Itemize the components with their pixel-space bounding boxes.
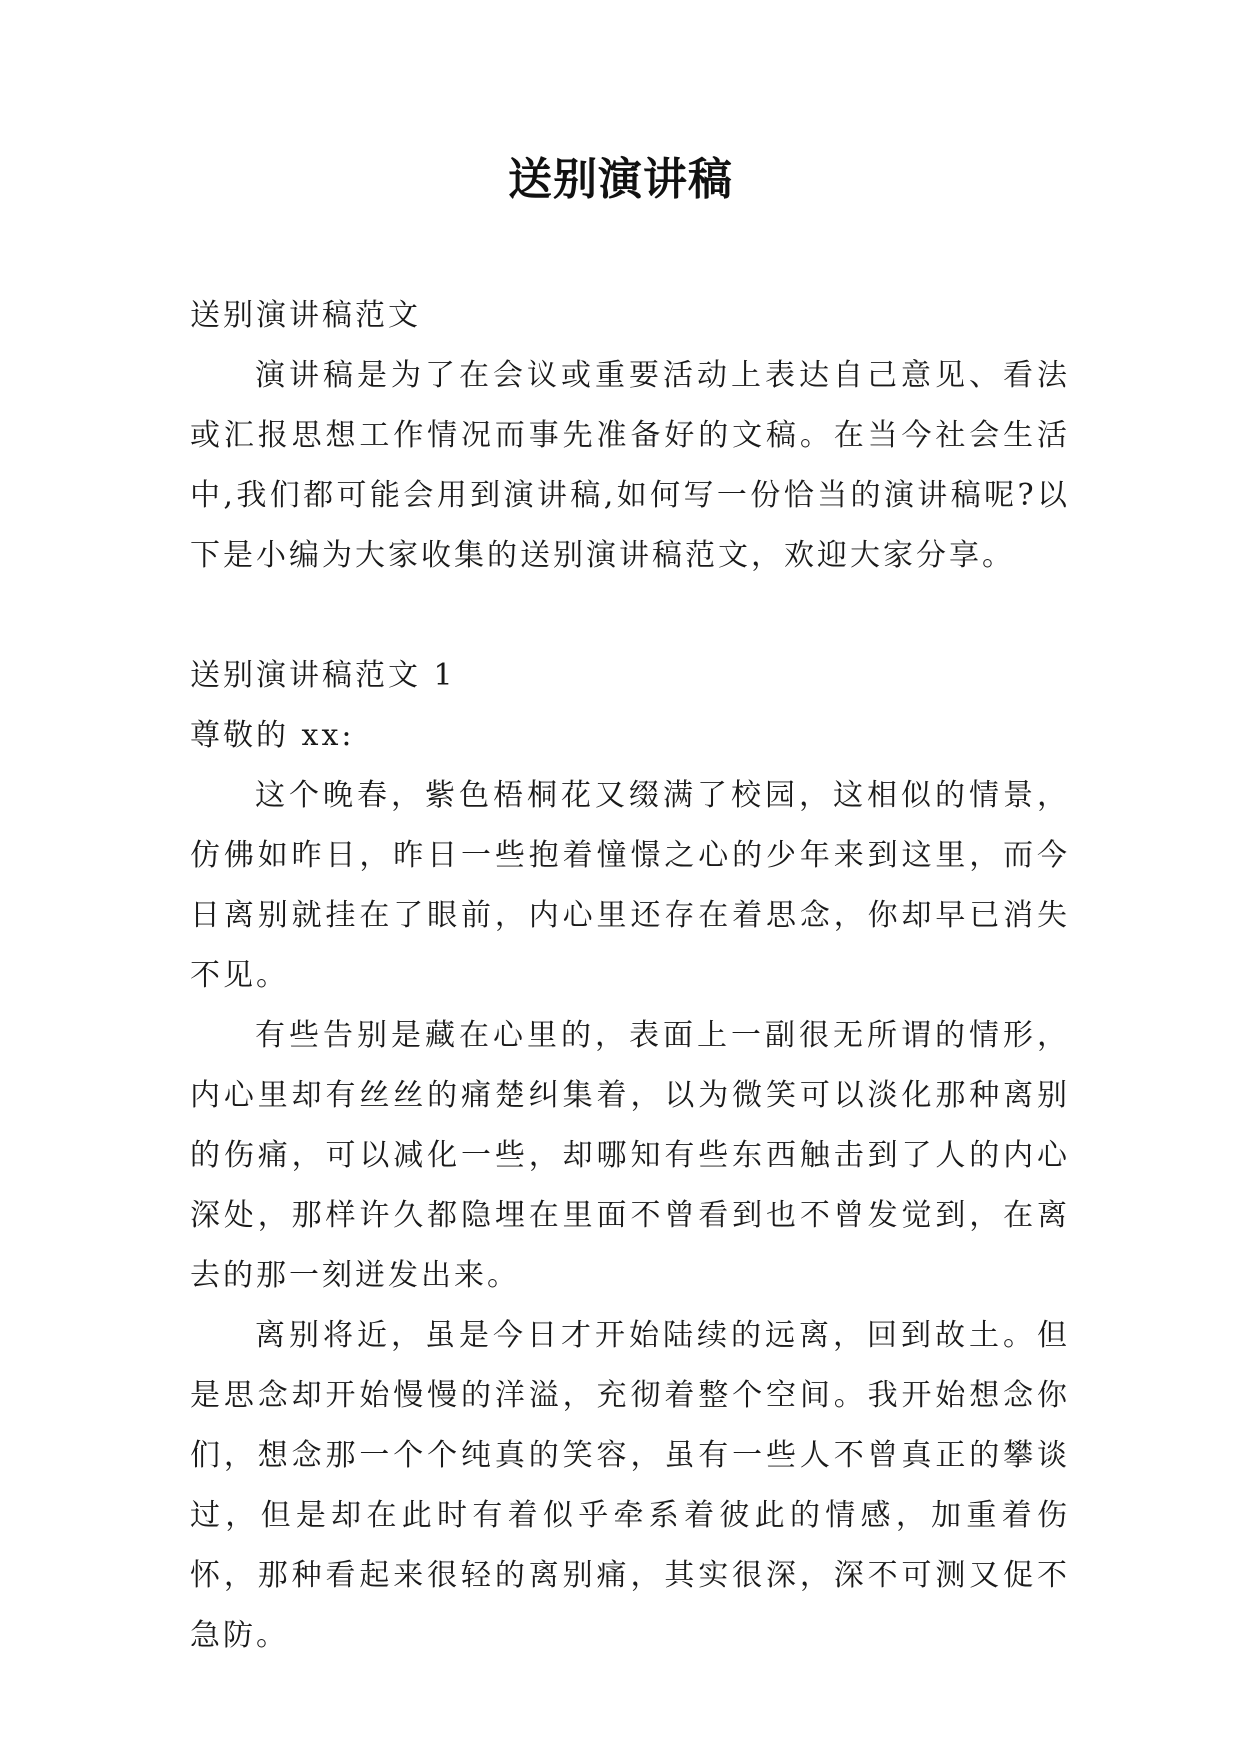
document-title: 送别演讲稿 xyxy=(508,154,733,205)
document-subtitle: 送别演讲稿范文 xyxy=(190,298,421,333)
body-paragraph: 这个晚春，紫色梧桐花又缀满了校园，这相似的情景，仿佛如昨日，昨日一些抱着憧憬之心的少年来到这里，而今日离别就挂在了眼前，内心里还存在着思念，你却早已消失不见。 xyxy=(190,778,1070,993)
body-paragraph: 有些告别是藏在心里的，表面上一副很无所谓的情形，内心里却有丝丝的痛楚纠集着，以为微笑可以淡化那种离别的伤痛，可以减化一些，却哪知有些东西触击到了人的内心深处，那样许久都隐埋在里面不曾看到也不曾发觉到，在离去的那一刻迸发出来。 xyxy=(190,1018,1070,1293)
section-heading: 送别演讲稿范文 1 xyxy=(190,658,456,693)
document-body xyxy=(190,286,1070,1666)
intro-paragraph: 演讲稿是为了在会议或重要活动上表达自己意见、看法或汇报思想工作情况而事先准备好的文稿。在当今社会生活中,我们都可能会用到演讲稿,如何写一份恰当的演讲稿呢?以下是小编为大家收集的送别演讲稿范文，欢迎大家分享。 xyxy=(190,358,1070,573)
salutation: 尊敬的 xx: xyxy=(190,718,355,753)
body-paragraph: 离别将近，虽是今日才开始陆续的远离，回到故土。但是思念却开始慢慢的洋溢，充彻着整个空间。我开始想念你们，想念那一个个纯真的笑容，虽有一些人不曾真正的攀谈过，但是却在此时有着似乎牵系着彼此的情感，加重着伤怀，那种看起来很轻的离别痛，其实很深，深不可测又促不急防。 xyxy=(190,1318,1070,1653)
paragraph-spacer xyxy=(190,586,1070,646)
